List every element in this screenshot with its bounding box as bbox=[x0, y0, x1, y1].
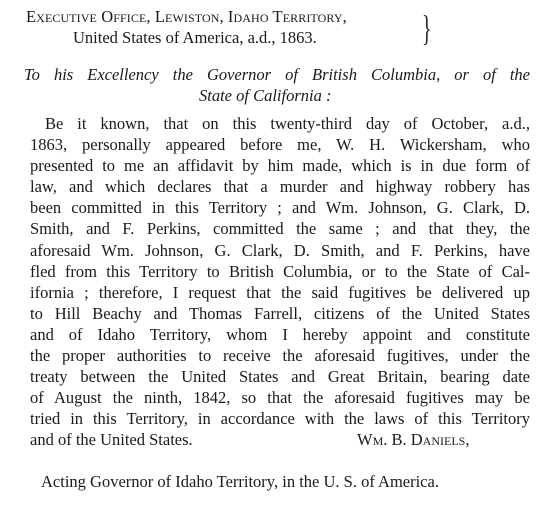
letter-header bbox=[26, 6, 446, 48]
body-line: Be it known, that on this twenty-third day of October, a.d., bbox=[45, 114, 530, 133]
header-date-line: United States of America, a.d., 1863. bbox=[73, 28, 317, 47]
body-line: tried in this Territory, in accordance with the laws of this Territory bbox=[30, 409, 530, 429]
letter-body bbox=[30, 113, 530, 451]
salutation-line-1: To his Excellency the Governor of British Columbia, or of the bbox=[24, 65, 530, 84]
body-line: presented to me an affidavit by him made, which is in due form of bbox=[30, 156, 530, 176]
body-final-line bbox=[30, 429, 530, 450]
body-final-text: and of the United States. bbox=[30, 430, 193, 450]
salutation bbox=[24, 64, 530, 106]
body-line: of August the ninth, 1842, so that the aforesaid fugitives may be bbox=[30, 388, 530, 408]
body-line: law, and which declares that a murder and highway robbery has bbox=[30, 177, 530, 197]
body-line: been committed in this Territory ; and Wm. Johnson, G. Clark, D. bbox=[30, 198, 530, 218]
body-line: and of Idaho Territory, whom I hereby appoint and constitute bbox=[30, 324, 530, 344]
body-line: aforesaid Wm. Johnson, G. Clark, D. Smith, and F. Perkins, have bbox=[30, 240, 530, 260]
body-line: ifornia ; therefore, I request that the said fugitives be delivered up bbox=[30, 282, 530, 302]
signatory-title: Acting Governor of Idaho Territory, in the U. S. of America. bbox=[41, 472, 439, 491]
header-office-line: Executive Office, Lewiston, Idaho Territory, bbox=[26, 7, 347, 26]
header-brace: } bbox=[422, 8, 432, 48]
signature: Wm. B. Daniels, bbox=[357, 430, 470, 450]
body-line: the proper authorities to receive the aforesaid fugitives, under the bbox=[30, 346, 530, 366]
body-line: Smith, and F. Perkins, committed the same ; and that they, the bbox=[30, 219, 530, 239]
salutation-line-2: State of California : bbox=[199, 86, 332, 105]
body-line: to Hill Beachy and Thomas Farrell, citizens of the United States bbox=[30, 303, 530, 323]
body-line: 1863, personally appeared before me, W. H. Wickersham, who bbox=[30, 135, 530, 155]
body-line: treaty between the United States and Great Britain, bearing date bbox=[30, 367, 530, 387]
body-line: fled from this Territory to British Columbia, or to the State of Cal- bbox=[30, 261, 530, 281]
